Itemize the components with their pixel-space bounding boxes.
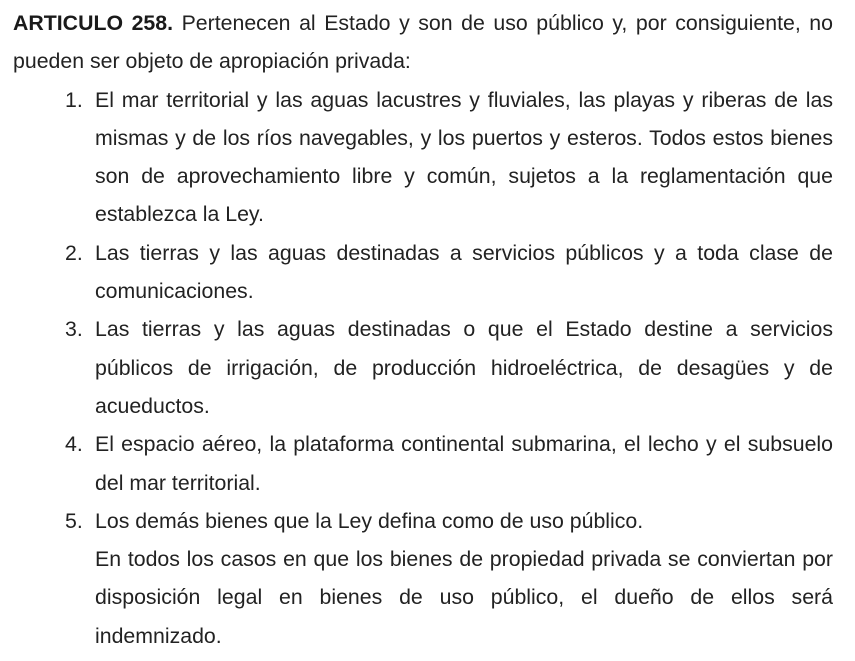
list-item-number-cell [13,310,95,425]
list-item [13,81,833,234]
list-item [13,502,833,540]
list-item-text: El espacio aéreo, la plataforma continental submarina, el lecho y el subsuelo del mar territorial. [95,432,833,495]
list-item-number-cell [13,81,95,234]
list-item-text: Las tierras y las aguas destinadas a servicios públicos y a toda clase de comunicaciones. [95,240,833,304]
list-item-text: El mar territorial y las aguas lacustres y fluviales, las playas y riberas de las mismas y de los ríos navegables, y los puertos y esteros. Todos estos bienes son de aprovechamiento libre y común, sujetos a la reglamentación que establezca la Ley. [95,87,833,227]
article-title: ARTICULO 258. [13,11,174,35]
list-item-number-cell [13,502,95,540]
list-item [13,425,833,502]
closing-paragraph: En todos los casos en que los bienes de propiedad privada se conviertan por disposición legal en bienes de uso público, el dueño de ellos será indemnizado. [95,547,833,648]
list-item [13,310,833,425]
list-item-number: 1. [65,87,83,112]
article-intro: Pertenecen al Estado y son de uso público y, por consiguiente, no pueden ser objeto de apropiación privada: [13,11,833,74]
list-item-number: 3. [65,317,83,342]
list-item-number-cell [13,425,95,502]
list-item-number: 4. [65,432,83,457]
list-item-text: Las tierras y las aguas destinadas o que el Estado destine a servicios públicos de irrigación, de producción hidroeléctrica, de desagües y de acueductos. [95,317,833,418]
list-item-text: Los demás bienes que la Ley defina como de uso público. [95,508,644,533]
article-list [13,81,833,541]
article-paragraph [13,4,833,81]
list-item-number-cell [13,234,95,311]
list-item-number: 2. [65,240,83,265]
list-item [13,234,833,311]
list-item-number: 5. [65,508,83,533]
